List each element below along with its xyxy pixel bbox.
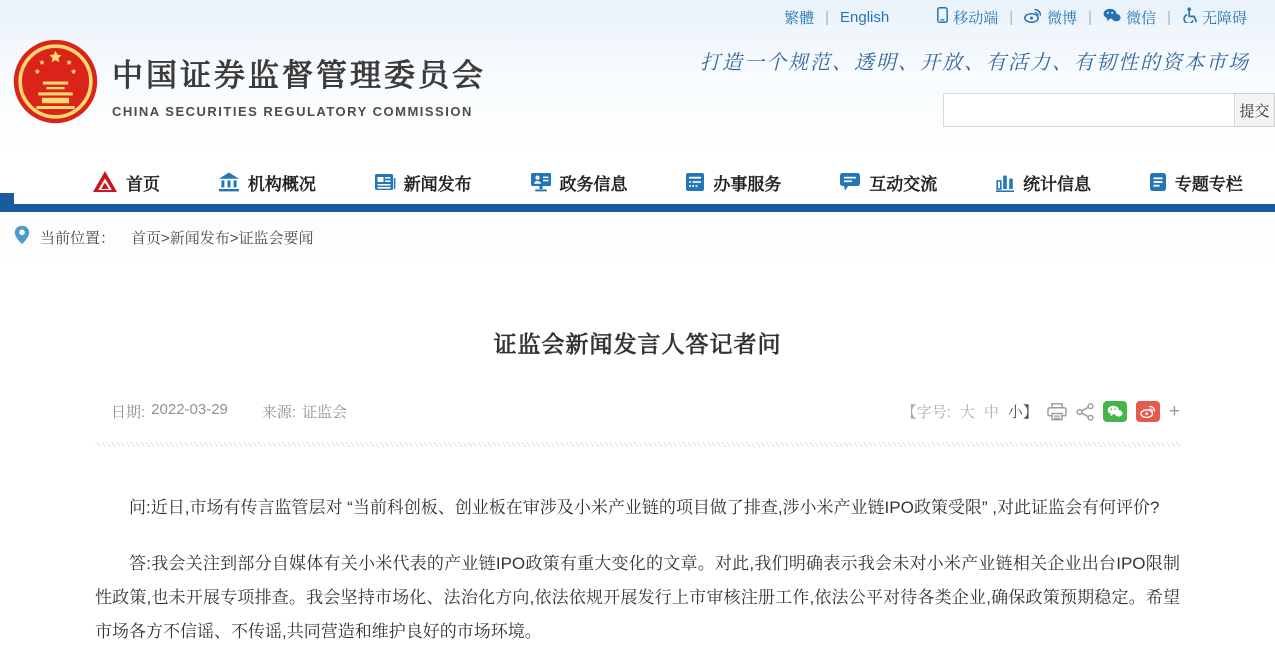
share-button[interactable]: [1076, 403, 1094, 421]
date-label: 日期:: [111, 404, 146, 421]
article-body: [95, 491, 1180, 649]
topbar-separator: |: [1088, 8, 1093, 26]
brand: [12, 38, 486, 130]
font-size-medium-button[interactable]: 中: [983, 404, 999, 421]
accessibility-icon: [1182, 7, 1197, 27]
topics-icon: [1149, 172, 1167, 192]
nav-item-home[interactable]: [92, 170, 160, 195]
org-name-en: CHINA SECURITIES REGULATORY COMMISSION: [112, 103, 473, 119]
article-divider: [95, 442, 1180, 447]
article-paragraph-answer: 答:我会关注到部分自媒体有关小米代表的产业链IPO政策有重大变化的文章。对此,我们明确表示我会未对小米产业链相关企业出台IPO限制性政策,也未开展专项排查。我会坚持市场化、法治化方向,依法依规开展发行上市审核注册工作,依法公平对待各类企业,确保政策预期稳定。希望市场各方不信谣、不传谣,共同营造和维护良好的市场环境。: [95, 554, 1180, 641]
bank-icon: [218, 172, 240, 192]
csrc-logo-icon: [92, 170, 118, 194]
main-nav: [0, 160, 1275, 204]
nav-item-interaction[interactable]: [839, 170, 937, 195]
nav-item-label: 专题专栏: [1174, 174, 1243, 194]
article-paragraph-question: 问:近日,市场有传言监管层对 “当前科创板、创业板在审涉及小米产业链的项目做了排查,涉小米产业链IPO政策受限” ,对此证监会有何评价?: [129, 498, 1160, 517]
article-meta-controls: [902, 401, 1180, 422]
breadcrumb-path[interactable]: 首页>新闻发布>证监会要闻: [131, 229, 314, 247]
service-icon: [685, 172, 705, 192]
nav-item-label: 办事服务: [713, 174, 782, 194]
monitor-icon: [530, 172, 552, 192]
article-meta: [95, 401, 1180, 422]
wechat-link[interactable]: [1103, 7, 1156, 28]
font-size-small-button[interactable]: 小】: [1007, 404, 1038, 421]
nav-stripe-left-cap: [0, 193, 14, 212]
lang-traditional-link[interactable]: 繁體: [784, 9, 815, 27]
topbar-separator: |: [1009, 8, 1014, 26]
weibo-link-label: 微博: [1047, 9, 1078, 27]
nav-item-statistics[interactable]: [995, 170, 1091, 195]
location-pin-icon: [14, 225, 30, 249]
weibo-share-button[interactable]: [1136, 401, 1160, 422]
header-right: [700, 38, 1270, 130]
bar-chart-icon: [995, 172, 1015, 192]
article-date: 2022-03-29: [151, 401, 228, 418]
weibo-link[interactable]: [1024, 7, 1077, 28]
nav-item-label: 政务信息: [559, 174, 628, 194]
mobile-icon: [937, 7, 948, 27]
searchbar: [943, 93, 1275, 127]
search-submit-button[interactable]: 提交: [1235, 93, 1275, 127]
topbar: [0, 0, 1275, 34]
wechat-link-label: 微信: [1126, 9, 1157, 27]
accessibility-link-label: 无障碍: [1201, 9, 1247, 27]
national-emblem-logo: [12, 38, 99, 130]
header-main: [0, 34, 1275, 130]
search-input[interactable]: [943, 93, 1235, 127]
font-size-large-button[interactable]: 大: [959, 404, 975, 421]
slogan: 打造一个规范、透明、开放、有活力、有韧性的资本市场: [700, 50, 1250, 74]
breadcrumb-label: 当前位置：: [40, 229, 116, 247]
article-title: 证监会新闻发言人答记者问: [493, 331, 782, 357]
nav-item-topics[interactable]: [1149, 170, 1243, 195]
more-share-button[interactable]: +: [1168, 401, 1180, 422]
main-nav-wrap: [0, 160, 1275, 212]
topbar-separator: |: [1167, 8, 1171, 26]
lang-english-link[interactable]: English: [840, 8, 890, 26]
font-size-prefix: 【字号:: [901, 404, 951, 421]
print-button[interactable]: [1047, 403, 1067, 421]
nav-item-news[interactable]: [374, 170, 472, 195]
weibo-icon: [1024, 8, 1042, 27]
nav-divider-stripe: [0, 204, 1275, 212]
nav-item-gov-info[interactable]: [530, 170, 628, 195]
nav-item-label: 统计信息: [1023, 174, 1092, 194]
breadcrumb: [0, 212, 1275, 262]
chat-icon: [839, 172, 861, 192]
nav-item-label: 机构概况: [247, 174, 316, 194]
mobile-link-label: 移动端: [953, 9, 999, 27]
mobile-link[interactable]: [937, 7, 998, 28]
article-content: [0, 326, 1275, 649]
news-icon: [374, 172, 396, 192]
site-header: [0, 0, 1275, 160]
nav-item-label: 首页: [126, 174, 160, 194]
brand-text: [112, 50, 486, 119]
article-source: 证监会: [302, 404, 348, 421]
nav-item-services[interactable]: [685, 170, 781, 195]
accessibility-link[interactable]: [1182, 7, 1247, 28]
org-name-zh: 中国证券监督管理委员会: [112, 57, 486, 93]
source-label: 来源:: [261, 404, 297, 421]
nav-item-label: 互动交流: [869, 174, 938, 194]
nav-item-label: 新闻发布: [403, 174, 472, 194]
article-meta-left: [95, 401, 347, 422]
topbar-separator: |: [825, 8, 830, 26]
nav-item-about[interactable]: [218, 170, 316, 195]
wechat-share-button[interactable]: [1103, 401, 1127, 422]
wechat-icon: [1103, 8, 1121, 27]
